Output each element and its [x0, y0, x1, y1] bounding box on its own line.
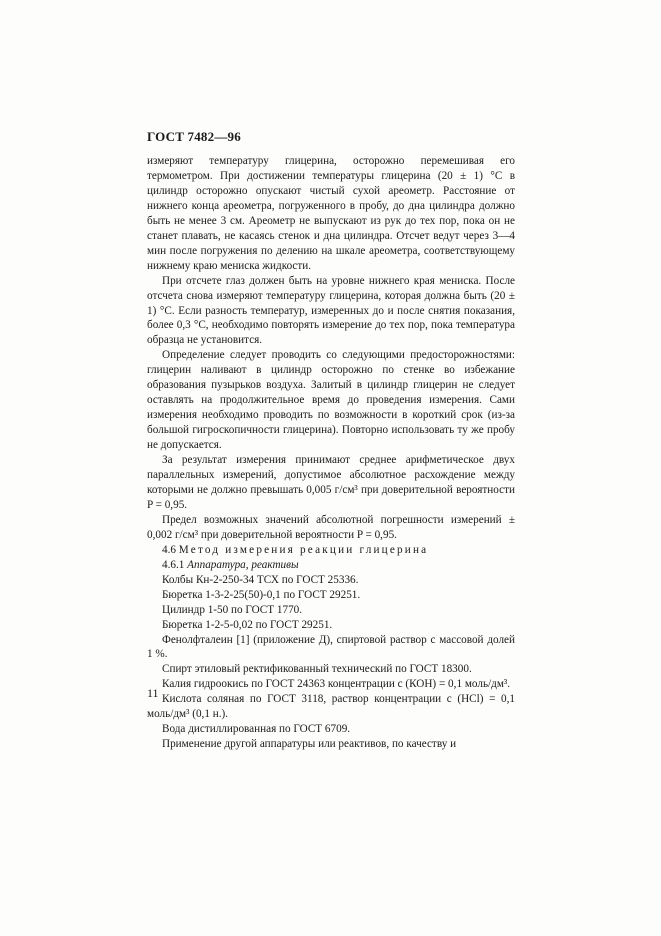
list-item: Спирт этиловый ректификованный технический по ГОСТ 18300.: [162, 663, 472, 676]
list-item: Колбы Кн-2-250-34 ТСХ по ГОСТ 25336.: [162, 573, 359, 586]
section-title: Метод измерения реакции глицерина: [178, 543, 429, 556]
list-item: Вода дистиллированная по ГОСТ 6709.: [162, 723, 351, 736]
list-item: Кислота соляная по ГОСТ 3118, раствор концентрации c (HCl) = 0,1 моль/дм³ (0,1 н.).: [147, 693, 515, 721]
paragraph-precautions: Определение следует проводить со следующими предосторожностями: глицерин наливают в цилиндр осторожно по стенке во избежание образования пузырьков воздуха. Залитый в цилиндр глицерин не следует оставлять на продолжительное время до проведения измерения. Сами измерения необходимо проводить по возможности в короткий срок (из-за большой гигроскопичности глицерина). Повторно использовать ту же пробу не допускается.: [147, 349, 515, 452]
list-item: Фенолфталеин [1] (приложение Д), спиртовой раствор с массовой долей 1 %.: [147, 633, 515, 661]
document-body: [147, 154, 515, 752]
list-item: Цилиндр 1-50 по ГОСТ 1770.: [162, 603, 303, 616]
document-code-header: ГОСТ 7482—96: [147, 129, 241, 144]
list-item: Бюретка 1-2-5-0,02 по ГОСТ 29251.: [162, 618, 333, 631]
subsection-title: Аппаратура, реактивы: [187, 558, 299, 571]
paragraph-reading: При отсчете глаз должен быть на уровне нижнего края мениска. После отсчета снова измеряют температуру глицерина, которая должна быть (20 ± 1) °С. Если разность температур, измеренных до и после снятия показания, более 0,3 °С, необходимо повторять измерение до тех пор, пока температура образца не установится.: [147, 274, 515, 347]
list-item: Бюретка 1-3-2-25(50)-0,1 по ГОСТ 29251.: [162, 588, 361, 601]
page-number: 11: [147, 686, 159, 700]
subsection-heading-4-6-1: [147, 558, 515, 573]
paragraph-result: За результат измерения принимают среднее арифметическое двух параллельных измерений, допустимое абсолютное расхождение между которыми не должно превышать 0,005 г/см³ при доверительной вероятности P = 0,95.: [147, 454, 515, 511]
list-item: Калия гидроокись по ГОСТ 24363 концентрации c (КОН) = 0,1 моль/дм³.: [162, 678, 511, 691]
paragraph-error-limit: Предел возможных значений абсолютной погрешности измерений ± 0,002 г/см³ при доверительной вероятности P = 0,95.: [147, 513, 515, 541]
section-heading-4-6: [147, 543, 515, 558]
section-number: 4.6: [162, 543, 176, 556]
paragraph-continues: Применение другой аппаратуры или реактивов, по качеству и: [162, 738, 457, 751]
paragraph-continuation: измеряют температуру глицерина, осторожно перемешивая его термометром. При достижении температуры глицерина (20 ± 1) °С в цилиндр осторожно опускают чистый сухой ареометр. Расстояние от нижнего конца ареометра, погруженного в пробу, до дна цилиндра должно быть не менее 3 см. Ареометр не выпускают из рук до тех пор, пока он не станет плавать, не касаясь стенок и дна цилиндра. Отсчет ведут через 3—4 мин после погружения по делению на шкале ареометра, соответствующему нижнему краю мениска жидкости.: [147, 155, 515, 272]
subsection-number: 4.6.1: [162, 558, 185, 571]
